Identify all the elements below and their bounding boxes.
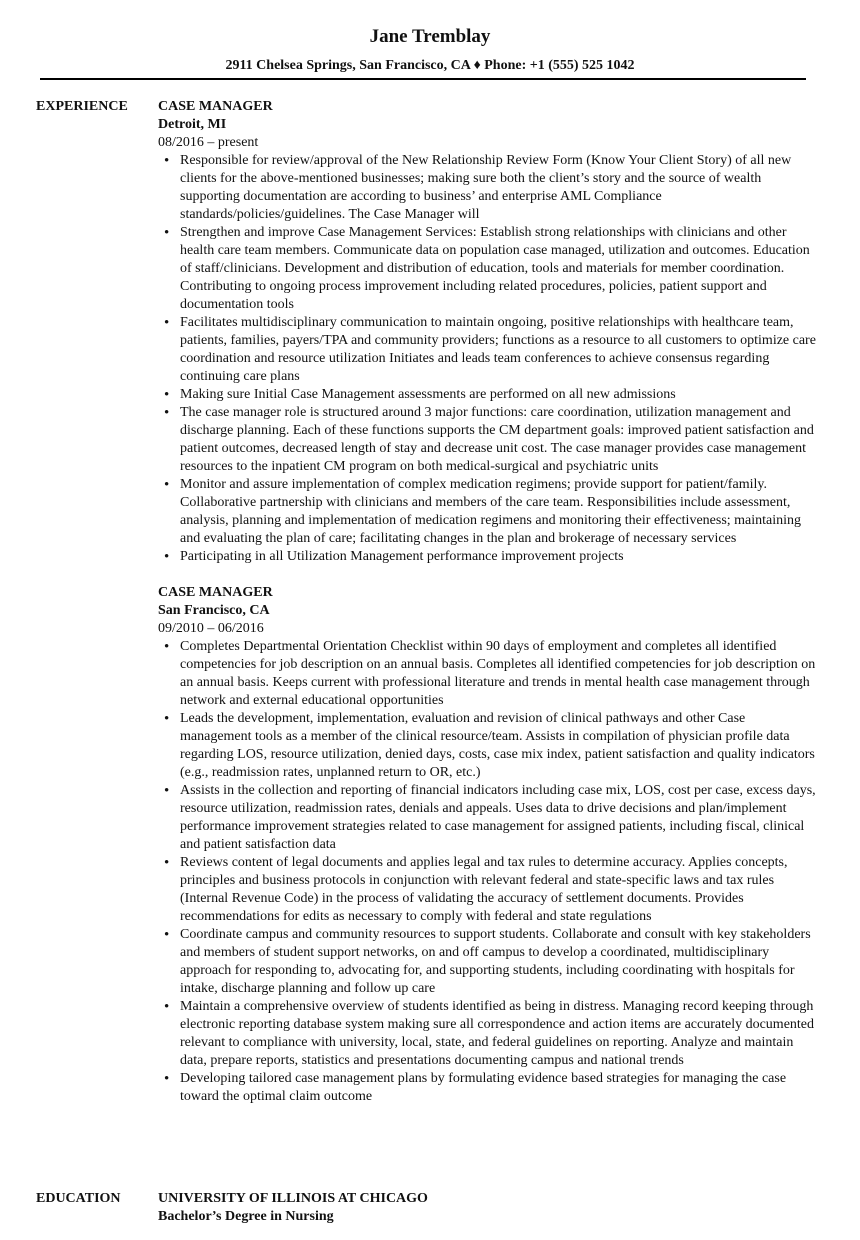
job-dates: 09/2010 – 06/2016: [158, 621, 264, 636]
bullet-item: • Making sure Initial Case Management assessments are performed on all new admissions: [158, 386, 818, 404]
bullet-item: • Leads the development, implementation, evaluation and revision of clinical pathways and other Case management tools as a member of the clinical resource/team. Assists in compilation of physician profile data regarding LOS, resource utilization, denied days, costs, case mix index, patient satisfaction and quality indicators (e.g., readmission rates, unplanned return to OR, etc.): [158, 710, 818, 782]
bullet-item: • Developing tailored case management plans by formulating evidence based strategies for managing the case toward the optimal claim outcome: [158, 1070, 818, 1106]
job-location: Detroit, MI: [158, 117, 227, 132]
candidate-name: Jane Tremblay: [369, 26, 491, 47]
education-body: [158, 1190, 818, 1226]
degree: Bachelor’s Degree in Nursing: [158, 1209, 334, 1224]
job-bullets: [158, 638, 818, 1106]
job-entry: [158, 98, 818, 566]
job-dates: 08/2016 – present: [158, 135, 259, 150]
bullet-item: • Responsible for review/approval of the New Relationship Review Form (Know Your Client Story) of all new clients for the above-mentioned businesses; making sure both the client’s story and the source of wealth supporting documentation are according to business’ and enterprise AML Compliance standards/policies/guidelines. The Case Manager will: [158, 152, 818, 224]
contact-line: 2911 Chelsea Springs, San Francisco, CA ♦ Phone: +1 (555) 525 1042: [225, 58, 635, 73]
bullet-item: • Facilitates multidisciplinary communication to maintain ongoing, positive relationships with healthcare team, patients, families, payers/TPA and community providers; functions as a resource to all customers to optimize care coordination and resource utilization Initiates and leads team conferences to achieve consensus regarding continuing care plans: [158, 314, 818, 386]
job-title: CASE MANAGER: [158, 585, 273, 600]
section-label-experience: EXPERIENCE: [36, 99, 128, 114]
job-location: San Francisco, CA: [158, 603, 270, 618]
section-label-education: EDUCATION: [36, 1191, 121, 1206]
bullet-item: • Participating in all Utilization Management performance improvement projects: [158, 548, 818, 566]
job-entry: [158, 584, 818, 1106]
school-name: UNIVERSITY OF ILLINOIS AT CHICAGO: [158, 1191, 428, 1206]
resume-header: [0, 24, 860, 75]
bullet-item: • Coordinate campus and community resources to support students. Collaborate and consult with key stakeholders and members of student support networks, on and off campus to develop a coordinated, multidisciplinary approach for responding to, advocating for, and supporting students, including coordinating with hospitals for intake, discharge planning and follow up care: [158, 926, 818, 998]
bullet-item: • Strengthen and improve Case Management Services: Establish strong relationships with clinicians and other health care team members. Communicate data on population case managed, utilization and outcomes. Education of staff/clinicians. Development and distribution of education, tools and materials for member coordination. Contributing to ongoing process improvement including related procedures, policies, patient support and documentation tools: [158, 224, 818, 314]
experience-body: [158, 98, 818, 1106]
job-bullets: [158, 152, 818, 566]
bullet-item: • Completes Departmental Orientation Checklist within 90 days of employment and completes all identified competencies for job description on an annual basis. Completes all identified competencies for job description on an annual basis. Keeps current with professional literature and trends in mental health case management through network and external educational opportunities: [158, 638, 818, 710]
bullet-item: • The case manager role is structured around 3 major functions: care coordination, utilization management and discharge planning. Each of these functions supports the CM department goals: improved patient satisfaction and patient outcomes, decreased length of stay and decrease unit cost. The case manager provides case management resources to the inpatient CM program on both medical-surgical and psychiatric units: [158, 404, 818, 476]
bullet-item: • Maintain a comprehensive overview of students identified as being in distress. Managing record keeping through electronic reporting database system making sure all correspondence and action items are accurately documented relevant to compliance with university, local, state, and federal guidelines on reporting. Analyze and maintain data, prepare reports, statistics and presentations documenting campus and national trends: [158, 998, 818, 1070]
job-title: CASE MANAGER: [158, 99, 273, 114]
bullet-item: • Assists in the collection and reporting of financial indicators including case mix, LOS, cost per case, excess days, resource utilization, readmission rates, denials and appeals. Uses data to drive decisions and plan/implement performance improvement strategies related to case management for assigned patients, including fiscal, clinical and patient satisfaction data: [158, 782, 818, 854]
bullet-item: • Monitor and assure implementation of complex medication regimens; provide support for patient/family. Collaborative partnership with clinicians and members of the care team. Responsibilities include assessment, analysis, planning and implementation of medication regimens and monitoring their effectiveness; maintaining and evaluating the plan of care; facilitating changes in the plan and brokerage of necessary services: [158, 476, 818, 548]
header-divider: [40, 78, 806, 80]
bullet-item: • Reviews content of legal documents and applies legal and tax rules to determine accuracy. Applies concepts, principles and business protocols in conjunction with relevant federal and state-specific laws and tax rules (Internal Revenue Code) in the process of validating the accuracy of settlement documents. Provides recommendations for edits as necessary to comply with federal and state regulations: [158, 854, 818, 926]
